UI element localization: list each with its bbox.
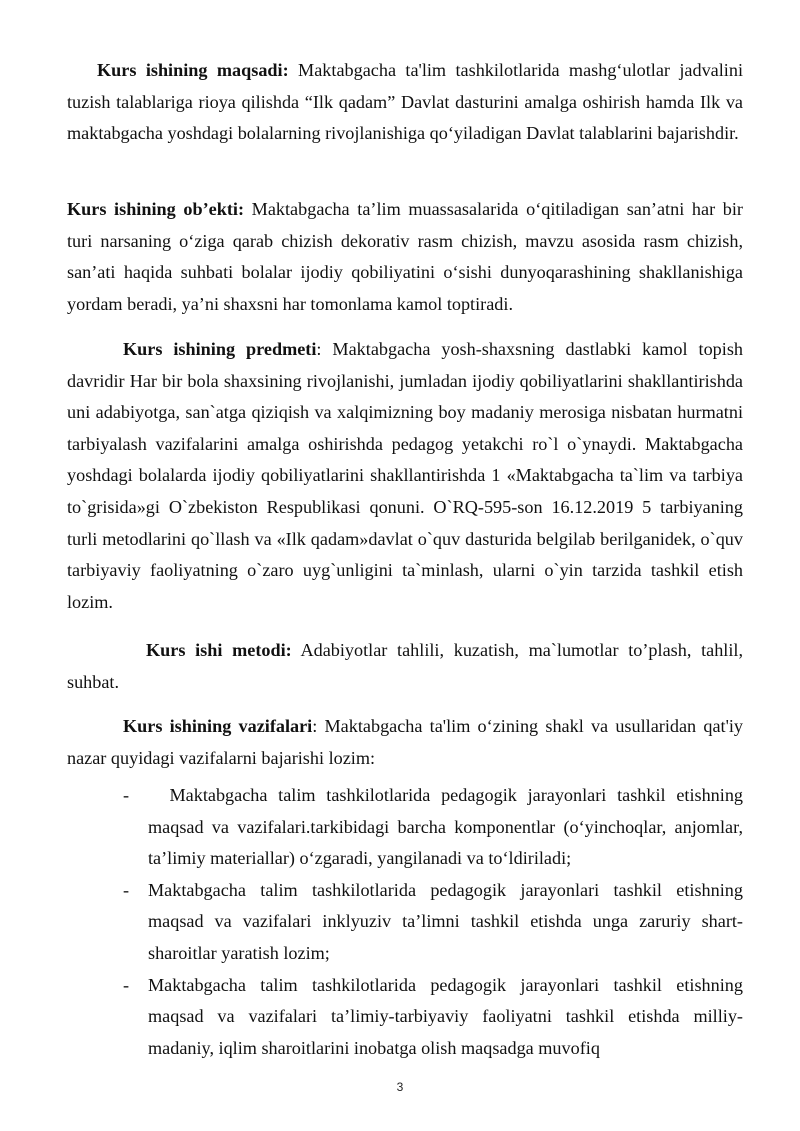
paragraph-obekti — [67, 194, 743, 320]
text-maqsadi: Maktabgacha ta'lim tashkilotlarida mashg‘ulotlar jadvalini tuzish talablariga rioya qilishda “Ilk qadam” Davlat dasturini amalga oshirish hamda Ilk va maktabgacha yoshdagi bolalarning rivojlanishiga qo‘yiladigan Davlat talablarini bajarishdir. — [67, 60, 743, 144]
list-item — [67, 780, 748, 875]
heading-predmeti: Kurs ishining predmeti — [123, 339, 317, 359]
text-metodi: Adabiyotlar tahlili, kuzatish, ma`lumotlar to’plash, tahlil, suhbat. — [67, 640, 744, 692]
paragraph-metodi — [67, 635, 743, 698]
paragraph-vazifalari — [67, 711, 743, 774]
heading-metodi: Kurs ishi metodi: — [146, 640, 292, 660]
tasks-list — [67, 780, 748, 1064]
list-dash: - — [123, 974, 130, 995]
list-item-text: Maktabgacha talim tashkilotlarida pedagogik jarayonlari tashkil etishning maqsad va vazifalari inklyuziv ta’limni tashkil etishda unga zaruriy shart-sharoitlar yaratish lozim; — [148, 879, 743, 963]
page-number: 3 — [396, 1080, 404, 1094]
heading-vazifalari: Kurs ishining vazifalari — [123, 716, 313, 736]
list-dash: - — [123, 785, 130, 805]
list-item-text: Maktabgacha talim tashkilotlarida pedagogik jarayonlari tashkil etishning maqsad va vazifalari ta’limiy-tarbiyaviy faoliyatni tashkil etishda milliy-madaniy, iqlim sharoitlarini inobatga olish maqsadga muvofiq — [148, 974, 743, 1058]
heading-maqsadi: Kurs ishining maqsadi: — [97, 60, 289, 80]
paragraph-predmeti — [67, 334, 743, 618]
paragraph-maqsadi — [67, 55, 743, 150]
list-dash: - — [123, 879, 130, 900]
list-item — [67, 875, 743, 970]
list-item-text: Maktabgacha talim tashkilotlarida pedagogik jarayonlari tashkil etishning maqsad va vazifalari.tarkibidagi barcha komponentlar (o‘yinchoqlar, anjomlar, ta’limiy materiallar) o‘zgaradi, yangilanadi va to‘ldiriladi; — [148, 785, 748, 869]
list-item — [67, 970, 743, 1065]
text-predmeti: : Maktabgacha yosh-shaxsning dastlabki kamol topish davridir Har bir bola shaxsining rivojlanishi, jumladan ijodiy qobiliyatlarini shakllantirishda uni adabiyotga, san`atga qiziqish va xalqimizning boy madaniy merosiga nisbatan hurmatni tarbiyalash vazifalarini amalga oshirishda pedagog yetakchi ro`l o`ynaydi. Maktabgacha yoshdagi bolalarda ijodiy qobiliyatlarini shakllantirishda 1 «Maktabgacha ta`lim va tarbiya to`grisida»gi O`zbekiston Respublikasi qonuni. O`RQ-595-son 16.12.2019 5 tarbiyaning turli metodlarini qo`llash va «Ilk qadam»davlat o`quv dasturida belgilab berilganidek, o`quv tarbiyaviy faoliyatning o`zaro uyg`unligini ta`minlash, ularni o`yin tarzida tashkil etish lozim. — [67, 339, 743, 612]
heading-obekti: Kurs ishining ob’ekti: — [67, 199, 245, 219]
text-obekti: Maktabgacha ta’lim muassasalarida o‘qitiladigan san’atni har bir turi narsaning o‘ziga qarab chizish dekorativ rasm chizish, mavzu asosida rasm chizish, san’ati haqida suhbati bolalar ijodiy qobiliyatini o‘sishi dunyoqarashining shakllanishiga yordam beradi, ya’ni shaxsni har tomonlama kamol toptiradi. — [67, 199, 743, 314]
text-vazifalari: : Maktabgacha ta'lim o‘zining shakl va usullaridan qat'iy nazar quyidagi vazifalarni bajarishi lozim: — [67, 716, 744, 768]
